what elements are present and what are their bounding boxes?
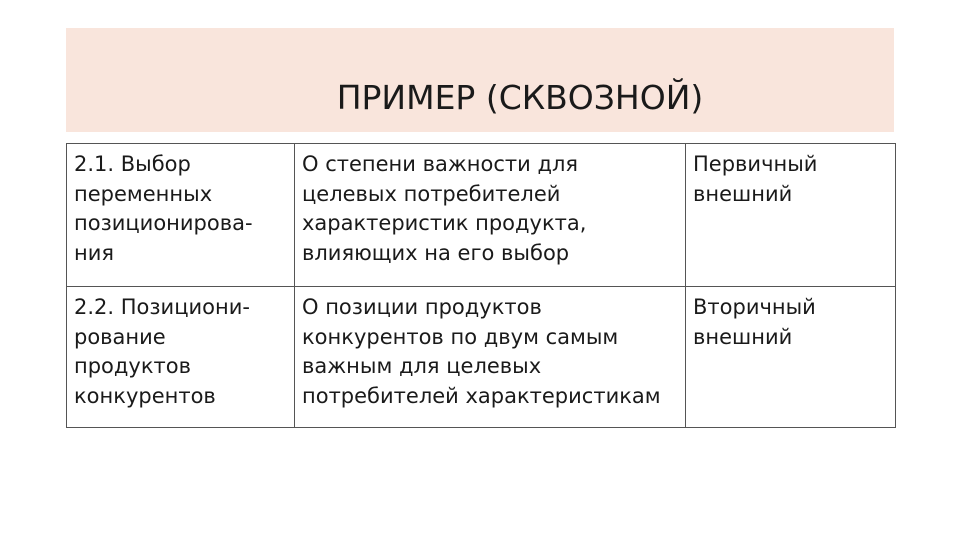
title-band bbox=[66, 28, 894, 132]
table-cell-stage: 2.2. Позициони- рование продуктов конкурентов bbox=[67, 287, 295, 428]
table-cell-stage: 2.1. Выбор переменных позиционирова- ния bbox=[67, 144, 295, 287]
table-cell-source: Вторичный внешний bbox=[686, 287, 896, 428]
table-row bbox=[67, 144, 896, 287]
content-table bbox=[66, 143, 896, 428]
table-cell-source: Первичный внешний bbox=[686, 144, 896, 287]
table-cell-info: О степени важности для целевых потребителей характеристик продукта, влияющих на его выбор bbox=[295, 144, 686, 287]
table-row bbox=[67, 287, 896, 428]
table-cell-info: О позиции продуктов конкурентов по двум самым важным для целевых потребителей характеристикам bbox=[295, 287, 686, 428]
slide-title: ПРИМЕР (СКВОЗНОЙ) bbox=[336, 78, 704, 117]
content-table-wrap bbox=[66, 143, 895, 426]
